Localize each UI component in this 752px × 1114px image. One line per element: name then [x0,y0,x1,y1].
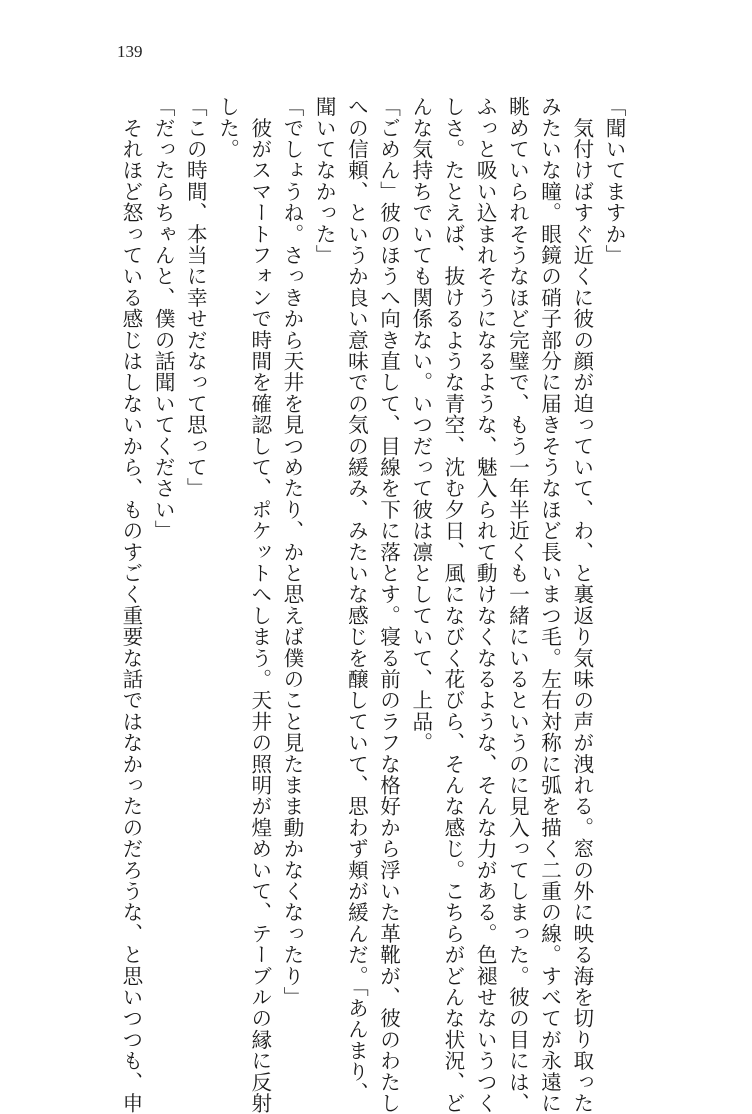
text-line: 「ごめん」彼のほうへ向き直して、目線を下に落とす。寝る前のラフな格好から浮いた革靴が、彼のわたし [376,96,401,1114]
text-line: 「聞いてますか」 [602,96,626,266]
text-line: みたいな瞳。眼鏡の硝子部分に届きそうなほど長いまつ毛。左右対称に弧を描く二重の線。すべてが永遠に [537,96,562,1114]
body-text [115,96,630,1114]
text-line: 聞いてなかった」 [312,96,337,266]
text-line: した。 [215,96,240,160]
text-line: 「でしょうね。さっきから天井を見つめたり、かと思えば僕のこと見たまま動かなくなったり」 [279,96,304,1008]
text-line: それほど怒っている感じはしないから、ものすごく重要な話ではなかったのだろうな、と思いつつも、申 [118,96,143,1114]
text-line: 「だったらちゃんと、僕の話聞いてください」 [151,96,176,542]
text-line: への信頼、というか良い意味での気の緩み、みたいな感じを醸していて、思わず頬が緩んだ。「あんまり、 [344,96,369,1104]
text-line: 「この時間、本当に幸せだなって思って」 [183,96,208,499]
text-line: 気付けばすぐ近くに彼の顔が迫っていて、わ、と裏返り気味の声が洩れる。窓の外に映る海を切り取った [569,96,594,1114]
text-line: 眺めていられそうなほど完璧で、もう一年半近くも一緒にいるというのに見入ってしまった。彼の目には、 [505,96,530,1114]
text-line: 彼がスマートフォンで時間を確認して、ポケットへしまう。天井の照明が煌めいて、テーブルの縁に反射 [247,96,272,1114]
text-line: んな気持ちでいても関係ない。いつだって彼は凛としていて、上品。 [408,96,433,754]
text-line: しさ。たとえば、抜けるような青空、沈む夕日、風になびく花びら、そんな感じ。こちらがどんな状況、ど [440,96,465,1114]
page-number: 139 [117,42,143,61]
text-line: ふっと吸い込まれそうになるような、魅入られて動けなくなるような、そんな力がある。色褪せないうつく [473,96,498,1114]
